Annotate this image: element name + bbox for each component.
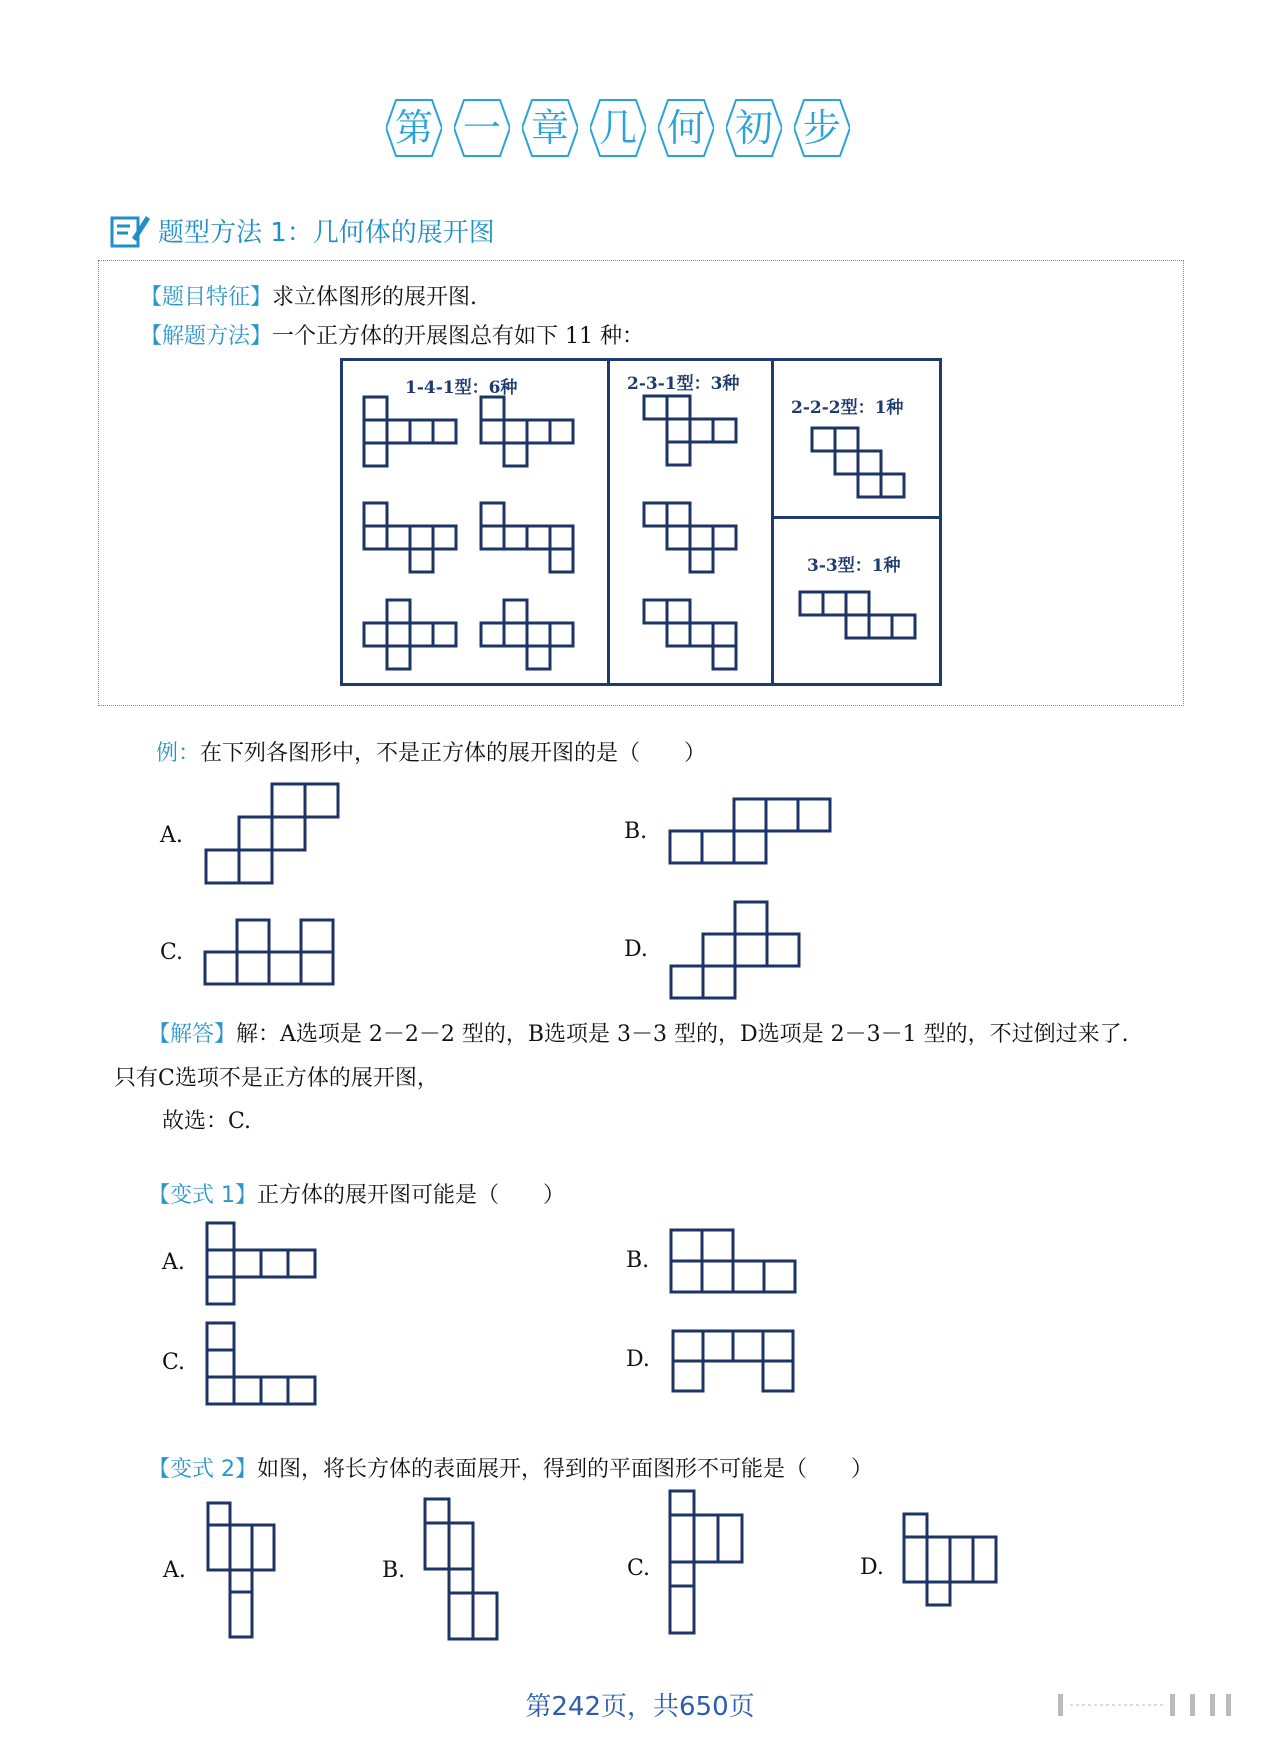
variant2-option-c: C. xyxy=(627,1556,651,1581)
section-title: 题型方法 1：几何体的展开图 xyxy=(158,218,495,248)
example-option-d: D. xyxy=(624,937,648,962)
example-option-a: A. xyxy=(160,823,183,848)
type-33-title: 3-3型：1种 xyxy=(807,556,901,576)
watermark-lines-icon xyxy=(1050,1690,1250,1720)
chapter-char: 第 xyxy=(386,98,442,158)
type-231-title: 2-3-1型：3种 xyxy=(627,374,740,394)
type-141-title: 1-4-1型：6种 xyxy=(405,378,518,398)
example-option-b: B. xyxy=(624,819,648,844)
type-222-title: 2-2-2型：1种 xyxy=(791,398,904,418)
variant1-option-b: B. xyxy=(626,1248,650,1273)
variant2-option-d: D. xyxy=(860,1555,884,1580)
example-option-c: C. xyxy=(160,940,184,965)
answer-line-3: 故选：C. xyxy=(162,1109,252,1134)
chapter-char: 何 xyxy=(658,98,714,158)
method-label: 【解题方法】 xyxy=(140,324,273,349)
example-label: 例： xyxy=(156,741,201,766)
variant1-option-c: C. xyxy=(162,1350,186,1375)
variant1-option-a: A. xyxy=(162,1250,185,1275)
chapter-char: 章 xyxy=(522,98,578,158)
chapter-char: 步 xyxy=(794,98,850,158)
variant2-net-c xyxy=(670,1491,742,1633)
feature-label: 【题目特征】 xyxy=(140,285,273,310)
answer-line-2: 只有C选项不是正方体的展开图， xyxy=(114,1066,439,1091)
feature-text: 求立体图形的展开图. xyxy=(272,285,478,310)
chapter-char: 一 xyxy=(454,98,510,158)
page-number: 第242页，共650页 xyxy=(525,1692,755,1722)
variant2-net-a xyxy=(208,1503,274,1637)
variant1-question: 正方体的展开图可能是（ ） xyxy=(257,1183,566,1208)
variant2-option-a: A. xyxy=(163,1558,186,1583)
variant2-option-b: B. xyxy=(382,1558,406,1583)
variant2-question: 如图，将长方体的表面展开，得到的平面图形不可能是（ ） xyxy=(257,1457,874,1482)
variant2-label: 【变式 2】 xyxy=(148,1457,257,1482)
chapter-char: 几 xyxy=(590,98,646,158)
answer-label: 【解答】 xyxy=(148,1022,237,1047)
variant2-net-d xyxy=(904,1514,996,1605)
chapter-char: 初 xyxy=(726,98,782,158)
variant1-label: 【变式 1】 xyxy=(148,1183,257,1208)
method-text: 一个正方体的开展图总有如下 11 种： xyxy=(272,324,644,349)
example-question: 在下列各图形中，不是正方体的展开图的是（ ） xyxy=(200,741,707,766)
answer-text-1: 解：A选项是 2－2－2 型的，B选项是 3－3 型的，D选项是 2－3－1 型的，不过倒过来了. xyxy=(236,1022,1129,1047)
variant2-net-b xyxy=(425,1499,497,1639)
variant1-option-d: D. xyxy=(626,1347,650,1372)
